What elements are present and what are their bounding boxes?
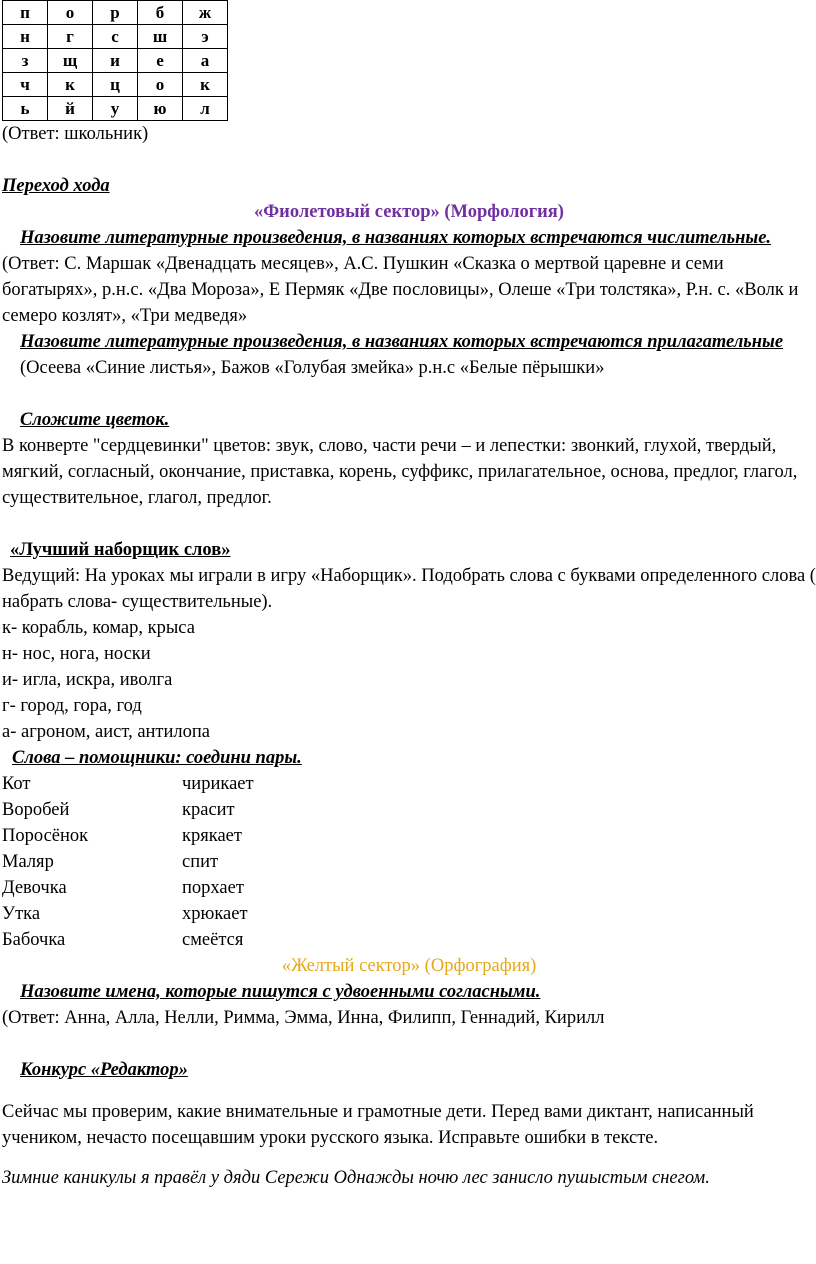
grid-cell: г	[48, 25, 93, 49]
pair-right-word: смеётся	[182, 930, 244, 950]
grid-cell: е	[138, 49, 183, 73]
editor-text: Сейчас мы проверим, какие внимательные и грамотные дети. Перед вами диктант, написанный учеником, нечасто посещавшим уроки русского языка. Исправьте ошибки в тексте.	[2, 1102, 754, 1148]
grid-row	[3, 97, 228, 121]
grid-cell: и	[93, 49, 138, 73]
pair-right-word: чирикает	[182, 774, 254, 794]
grid-cell: ь	[3, 97, 48, 121]
grid-cell: щ	[48, 49, 93, 73]
grid-row	[3, 49, 228, 73]
adjectives-question: Назовите литературные произведения, в названиях которых встречаются прилагательные	[20, 332, 784, 352]
grid-cell: ж	[183, 1, 228, 25]
typesetter-line: и- игла, искра, иволга	[2, 670, 173, 690]
grid-cell: ю	[138, 97, 183, 121]
typesetter-line: г- город, гора, год	[2, 696, 142, 716]
numerals-answer: (Ответ: С. Маршак «Двенадцать месяцев», А.С. Пушкин «Сказка о мертвой царевне и семи богатырях», р.н.с. «Два Мороза», Е Пермяк «Две пословицы», Олеше «Три толстяка», Р.н. с. «Волк и семеро козлят», «Три медведя»	[2, 254, 799, 326]
pair-left-word: Маляр	[2, 852, 54, 872]
pair-left-word: Воробей	[2, 800, 70, 820]
yellow-sector-heading: «Желтый сектор» (Орфография)	[281, 956, 537, 976]
typesetter-line: н- нос, нога, носки	[2, 644, 151, 664]
double-consonants-question: Назовите имена, которые пишутся с удвоенными согласными.	[20, 982, 541, 1002]
grid-cell: ч	[3, 73, 48, 97]
typesetter-line: к- корабль, комар, крыса	[2, 618, 195, 638]
editor-heading: Конкурс «Редактор»	[20, 1060, 188, 1080]
grid-cell: а	[183, 49, 228, 73]
grid-cell: у	[93, 97, 138, 121]
pair-right-word: красит	[182, 800, 235, 820]
violet-sector-heading: «Фиолетовый сектор» (Морфология)	[254, 202, 564, 222]
typesetter-intro: Ведущий: На уроках мы играли в игру «Наборщик». Подобрать слова с буквами определенного слова ( набрать слова- существительные).	[2, 566, 816, 612]
grid-cell: ц	[93, 73, 138, 97]
pair-left-word: Бабочка	[2, 930, 66, 950]
grid-cell: л	[183, 97, 228, 121]
pair-left-word: Утка	[2, 904, 41, 924]
grid-cell: й	[48, 97, 93, 121]
pair-left-word: Поросёнок	[2, 826, 89, 846]
double-consonants-answer: (Ответ: Анна, Алла, Нелли, Римма, Эмма, Инна, Филипп, Геннадий, Кирилл	[2, 1008, 605, 1028]
pair-right-word: спит	[182, 852, 219, 872]
pair-left-word: Девочка	[2, 878, 67, 898]
grid-cell: р	[93, 1, 138, 25]
grid-cell: ш	[138, 25, 183, 49]
typesetter-line: а- агроном, аист, антилопа	[2, 722, 211, 742]
grid-cell: п	[3, 1, 48, 25]
typesetter-heading: «Лучший наборщик слов»	[10, 540, 231, 560]
pair-left-word: Кот	[2, 774, 31, 794]
grid-row	[3, 73, 228, 97]
flower-heading: Сложите цветок.	[20, 410, 170, 430]
adjectives-block	[0, 329, 816, 381]
pairs-grid	[2, 771, 816, 953]
flower-text: В конверте "сердцевинки" цветов: звук, слово, части речи – и лепестки: звонкий, глухой, твердый, мягкий, согласный, окончание, приставка, корень, суффикс, прилагательное, основа, предлог, глагол, существительное, глагол, предлог.	[2, 436, 798, 508]
letter-grid	[2, 0, 228, 121]
pair-right-word: крякает	[182, 826, 242, 846]
pairs-heading: Слова – помощники: соедини пары.	[12, 748, 302, 768]
grid-cell: к	[48, 73, 93, 97]
grid-cell: э	[183, 25, 228, 49]
pair-right-word: хрюкает	[182, 904, 248, 924]
grid-cell: с	[93, 25, 138, 49]
move-transition-heading: Переход хода	[2, 176, 110, 196]
pair-right-word: порхает	[182, 878, 244, 898]
grid-cell: о	[48, 1, 93, 25]
typesetter-list	[0, 615, 816, 745]
grid-cell: з	[3, 49, 48, 73]
grid-cell: б	[138, 1, 183, 25]
numerals-question: Назовите литературные произведения, в названиях которых встречаются числительные.	[20, 228, 772, 248]
grid-row	[3, 25, 228, 49]
grid-row	[3, 1, 228, 25]
adjectives-answer: (Осеева «Синие листья», Бажов «Голубая змейка» р.н.с «Белые пёрышки»	[20, 358, 605, 378]
grid-cell: н	[3, 25, 48, 49]
grid-answer: (Ответ: школьник)	[2, 124, 149, 144]
grid-cell: о	[138, 73, 183, 97]
grid-cell: к	[183, 73, 228, 97]
dictation-text: Зимние каникулы я правёл у дяди Сережи Однажды ночю лес занисло пушыстым снегом.	[2, 1168, 710, 1188]
